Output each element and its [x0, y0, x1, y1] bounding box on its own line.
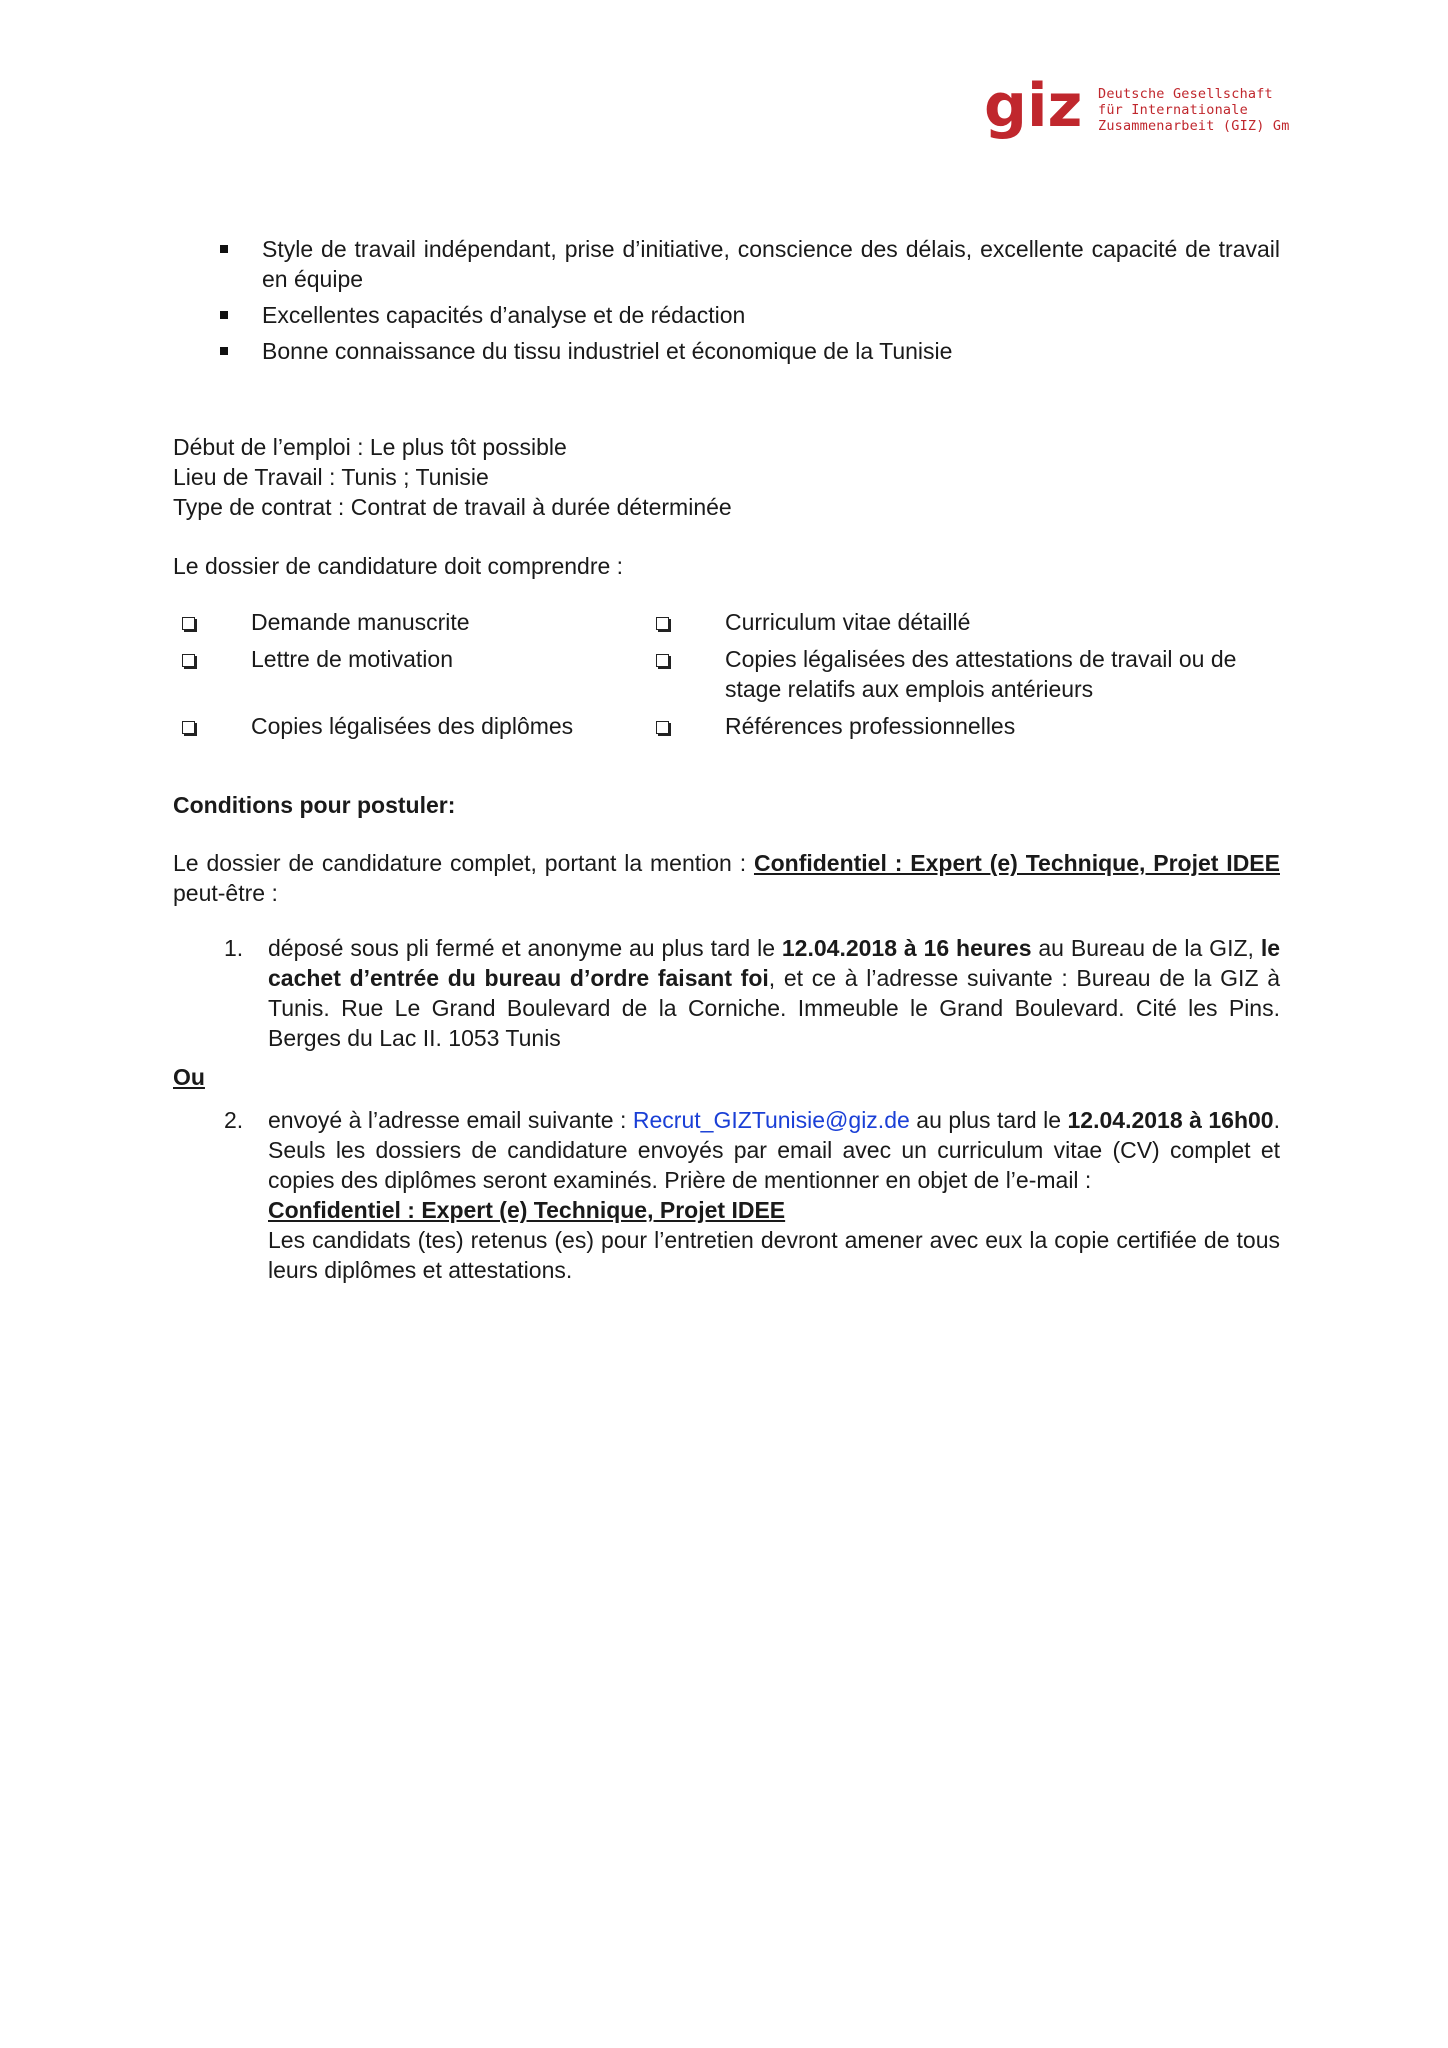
- dossier-intro: [173, 551, 1280, 581]
- logo-line: für Internationale: [1098, 102, 1248, 118]
- checklist-item: [182, 644, 656, 704]
- deadline-text: 12.04.2018 à 16h00: [1067, 1107, 1274, 1133]
- email-subject: Confidentiel : Expert (e) Technique, Projet IDEE: [268, 1197, 786, 1223]
- item-body: [268, 1105, 1280, 1285]
- intro-prefix: Le dossier de candidature complet, portant la mention :: [173, 850, 754, 876]
- item-text: envoyé à l’adresse email suivante :: [268, 1107, 633, 1133]
- checklist-label: Curriculum vitae détaillé: [725, 609, 971, 635]
- conditions-title-block: [173, 790, 1280, 820]
- square-bullet-icon: [220, 245, 228, 253]
- dossier-checklist: [182, 607, 1282, 748]
- checkbox-icon: [182, 654, 195, 667]
- checklist-item: [656, 607, 1282, 637]
- list-item: [224, 1105, 1280, 1285]
- item-text: . Seuls les dossiers de candidature envoyés par email avec un curriculum vitae (CV) complet et copies des diplômes seront examinés. Prière de mentionner en objet de l’e-mail :: [268, 1107, 1280, 1193]
- checklist-row: [182, 711, 1282, 741]
- checkbox-icon: [182, 721, 195, 734]
- address-text: , et ce à l’adresse suivante : Bureau de la GIZ à Tunis. Rue Le Grand Boulevard de la Corniche. Immeuble le Grand Boulevard. Cité les Pins. Berges du Lac II. 1053 Tunis: [268, 965, 1280, 1051]
- checklist-label: Références professionnelles: [725, 713, 1016, 739]
- logo-tagline: [1098, 86, 1290, 134]
- stamp-note: le cachet d’entrée du bureau d’ordre faisant foi: [268, 935, 1280, 991]
- checklist-item: [182, 607, 656, 637]
- intro-suffix: peut-être :: [173, 880, 278, 906]
- checklist-item: [656, 644, 1282, 704]
- dossier-intro-text: Le dossier de candidature doit comprendre :: [173, 553, 624, 579]
- numbered-item-2: [224, 1105, 1280, 1285]
- logo-line: Zusammenarbeit (GIZ) Gm: [1098, 118, 1290, 134]
- checklist-row: [182, 607, 1282, 637]
- conditions-intro: [173, 848, 1280, 908]
- numbered-item-1: [224, 933, 1280, 1053]
- checklist-item: [182, 711, 656, 741]
- or-label: Ou: [173, 1064, 205, 1090]
- checklist-label: Demande manuscrite: [251, 609, 470, 635]
- item-number: 2.: [224, 1107, 244, 1133]
- list-item: [224, 933, 1280, 1053]
- interview-note: Les candidats (tes) retenus (es) pour l’entretien devront amener avec eux la copie certifiée de tous leurs diplômes et attestations.: [268, 1227, 1280, 1283]
- item-text: au plus tard le: [909, 1107, 1068, 1133]
- square-bullet-icon: [220, 311, 228, 319]
- skill-text: Bonne connaissance du tissu industriel et économique de la Tunisie: [262, 338, 953, 364]
- item-text: au Bureau de la GIZ,: [1031, 935, 1261, 961]
- checkbox-icon: [656, 654, 669, 667]
- item-number: 1.: [224, 935, 244, 961]
- square-bullet-icon: [220, 347, 228, 355]
- checkbox-icon: [656, 617, 669, 630]
- conditions-intro-text: [173, 848, 1280, 908]
- checkbox-icon: [182, 617, 195, 630]
- checklist-item: [656, 711, 1282, 741]
- checklist-label: Copies légalisées des attestations de travail ou de stage relatifs aux emplois antérieurs: [725, 646, 1237, 702]
- checklist-label: Copies légalisées des diplômes: [251, 713, 574, 739]
- list-item: [216, 300, 1280, 330]
- email-link[interactable]: Recrut_GIZTunisie@giz.de: [632, 1107, 910, 1133]
- job-contract: Type de contrat : Contrat de travail à durée déterminée: [173, 494, 732, 520]
- logo-line: Deutsche Gesellschaft: [1098, 86, 1273, 102]
- job-start: Début de l’emploi : Le plus tôt possible: [173, 434, 567, 460]
- skill-text: Excellentes capacités d’analyse et de rédaction: [262, 302, 746, 328]
- deadline-text: 12.04.2018 à 16 heures: [781, 935, 1032, 961]
- or-separator: [173, 1062, 1280, 1092]
- svg-text:giz: giz: [984, 80, 1083, 141]
- item-body: [268, 933, 1280, 1053]
- checklist-row: [182, 644, 1282, 704]
- list-item: [216, 336, 1280, 366]
- job-location: Lieu de Travail : Tunis ; Tunisie: [173, 464, 489, 490]
- mention-text: Confidentiel : Expert (e) Technique, Projet IDEE: [753, 850, 1280, 876]
- skills-list: [216, 234, 1280, 372]
- conditions-title: Conditions pour postuler:: [173, 792, 456, 818]
- list-item: [216, 234, 1280, 294]
- job-info: [173, 432, 1280, 522]
- item-text: déposé sous pli fermé et anonyme au plus tard le: [268, 935, 782, 961]
- checklist-label: Lettre de motivation: [251, 646, 454, 672]
- skill-text: Style de travail indépendant, prise d’initiative, conscience des délais, excellente capacité de travail en équipe: [262, 236, 1280, 292]
- checkbox-icon: [656, 721, 669, 734]
